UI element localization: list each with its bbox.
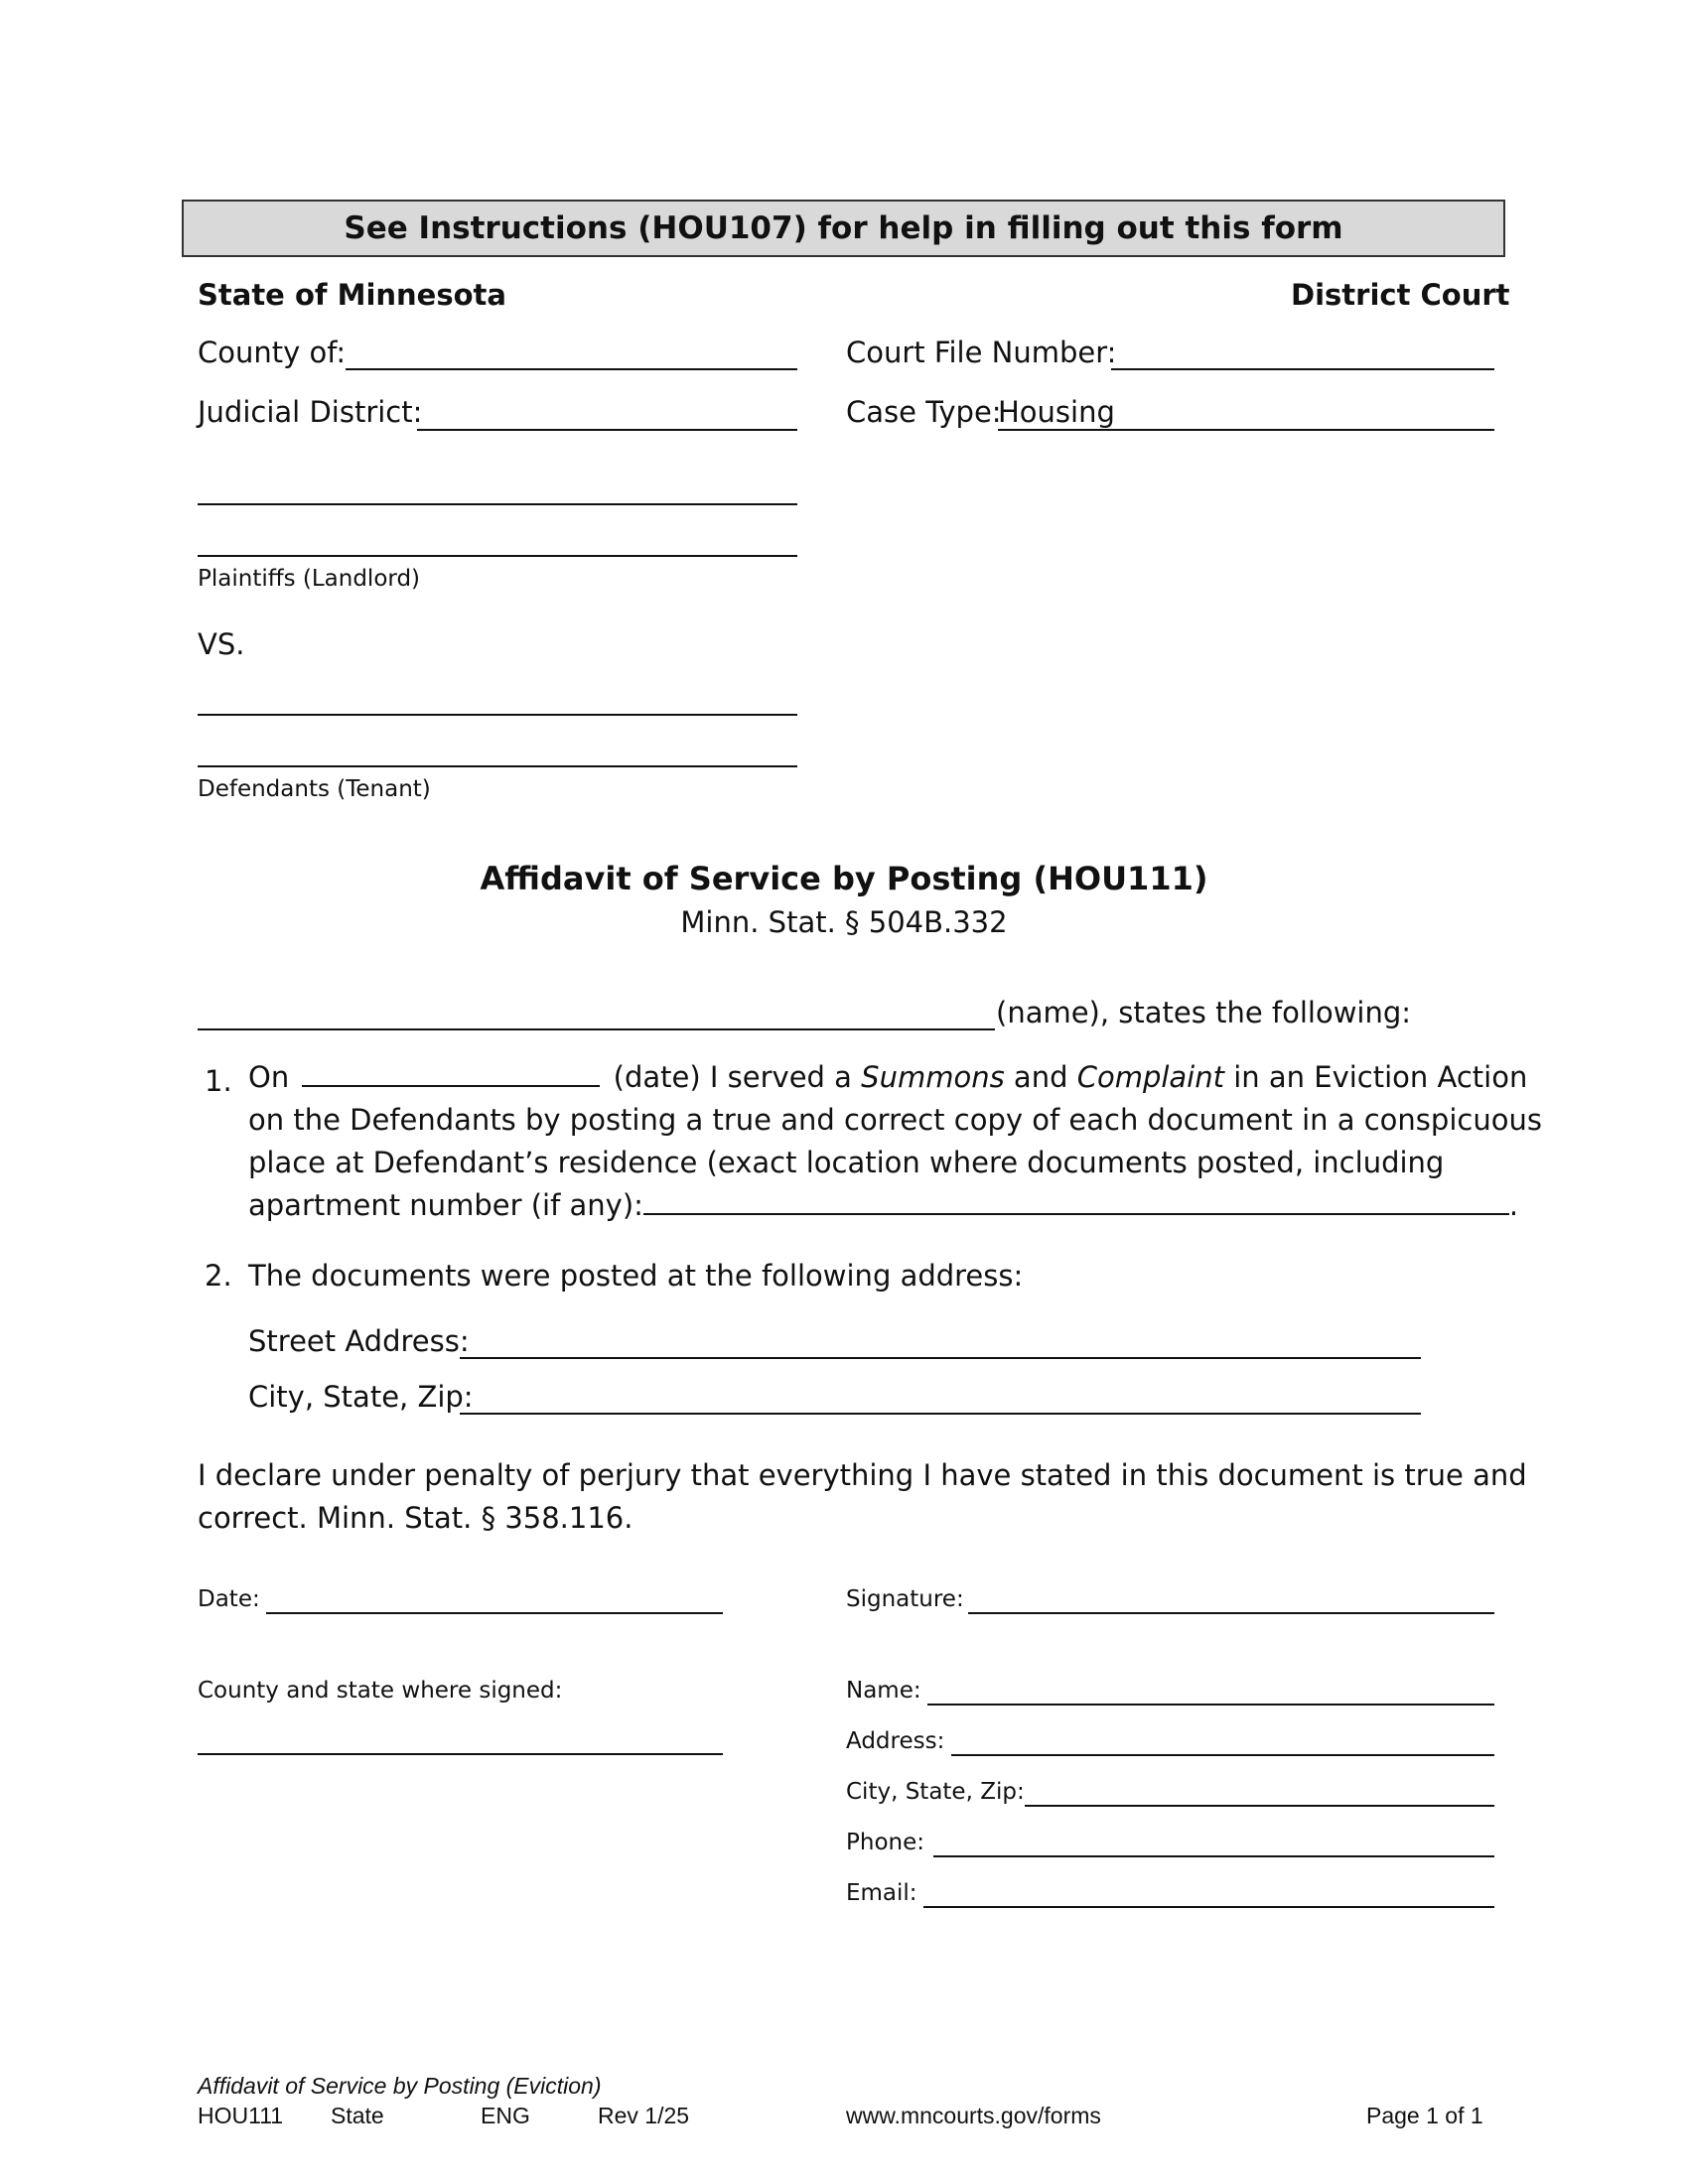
footer-form-code: HOU111 [198, 2103, 284, 2128]
court-file-number-field[interactable] [1111, 368, 1494, 370]
court-file-number-label: Court File Number: [846, 336, 1117, 369]
item-1-paragraph [248, 1056, 1542, 1227]
summons-term: Summons [861, 1060, 1005, 1094]
defendants-label: Defendants (Tenant) [198, 776, 431, 802]
signature-field[interactable] [968, 1612, 1494, 1614]
item-1-text-b: in an Eviction Action [1233, 1060, 1528, 1094]
case-type-label: Case Type: [846, 395, 1002, 429]
signed-date-field[interactable] [266, 1612, 723, 1614]
judicial-district-label: Judicial District: [198, 395, 423, 429]
item-1-line-4: apartment number (if any): [248, 1188, 643, 1222]
item-2-number: 2. [205, 1259, 232, 1293]
item-1-number: 1. [205, 1064, 232, 1098]
footer-language: ENG [481, 2103, 530, 2128]
county-label: County of: [198, 336, 347, 369]
defendant-line-1[interactable] [198, 714, 797, 716]
item-1-line-2: on the Defendants by posting a true and correct copy of each document in a conspicuous [248, 1103, 1542, 1137]
signer-email-label: Email: [846, 1880, 917, 1906]
signer-name-label: Name: [846, 1678, 921, 1704]
date-label: Date: [198, 1586, 260, 1612]
footer-website[interactable]: www.mncourts.gov/forms [846, 2103, 1101, 2128]
service-date-field[interactable] [302, 1059, 600, 1087]
case-type-value: Housing [998, 395, 1115, 429]
plaintiffs-label: Plaintiffs (Landlord) [198, 566, 421, 592]
instructions-banner: See Instructions (HOU107) for help in filling out this form [182, 200, 1505, 257]
state-heading: State of Minnesota [198, 278, 506, 312]
street-address-field[interactable] [460, 1357, 1421, 1359]
complaint-term: Complaint [1076, 1060, 1224, 1094]
signer-address-label: Address: [846, 1728, 945, 1754]
judicial-district-field[interactable] [417, 429, 797, 431]
item-1-on: On [248, 1060, 290, 1094]
item-2-text: The documents were posted at the following address: [248, 1259, 1024, 1293]
footer-page-number: Page 1 of 1 [1366, 2103, 1483, 2128]
footer-jurisdiction: State [331, 2103, 384, 2128]
item-1-period: . [1508, 1188, 1519, 1222]
defendant-line-2[interactable] [198, 765, 797, 767]
form-title: Affidavit of Service by Posting (HOU111) [480, 860, 1208, 897]
case-type-field[interactable] [998, 429, 1494, 431]
signature-label: Signature: [846, 1586, 964, 1612]
county-state-signed-label: County and state where signed: [198, 1678, 563, 1704]
county-field[interactable] [346, 368, 797, 370]
footer-revision: Rev 1/25 [598, 2103, 690, 2128]
posting-location-field[interactable] [643, 1187, 1509, 1215]
plaintiff-line-2[interactable] [198, 555, 797, 557]
plaintiff-line-1[interactable] [198, 503, 797, 505]
signer-phone-label: Phone: [846, 1830, 924, 1855]
street-address-label: Street Address: [248, 1324, 470, 1358]
signer-city-field[interactable] [1025, 1805, 1494, 1807]
declaration-line-2: correct. Minn. Stat. § 358.116. [198, 1501, 633, 1535]
item-1-line-3: place at Defendant’s residence (exact location where documents posted, including [248, 1146, 1445, 1179]
declaration-line-1: I declare under penalty of perjury that everything I have stated in this document is true and [198, 1458, 1527, 1492]
city-state-zip-label: City, State, Zip: [248, 1380, 474, 1414]
affiant-name-field[interactable] [198, 1028, 995, 1030]
signer-phone-field[interactable] [933, 1855, 1494, 1857]
signer-address-field[interactable] [951, 1754, 1494, 1756]
court-heading: District Court [1291, 278, 1510, 312]
city-state-zip-field[interactable] [460, 1413, 1421, 1415]
signer-email-field[interactable] [923, 1906, 1494, 1908]
footer-form-title: Affidavit of Service by Posting (Eviction) [198, 2073, 602, 2099]
county-state-signed-field[interactable] [198, 1753, 723, 1755]
signer-name-field[interactable] [927, 1704, 1494, 1706]
signer-city-label: City, State, Zip: [846, 1779, 1025, 1805]
item-1-and: and [1013, 1060, 1068, 1094]
name-statement: (name), states the following: [996, 996, 1412, 1029]
versus-label: VS. [198, 627, 245, 661]
item-1-text-a: (date) I served a [613, 1060, 852, 1094]
statute-reference: Minn. Stat. § 504B.332 [680, 905, 1008, 939]
